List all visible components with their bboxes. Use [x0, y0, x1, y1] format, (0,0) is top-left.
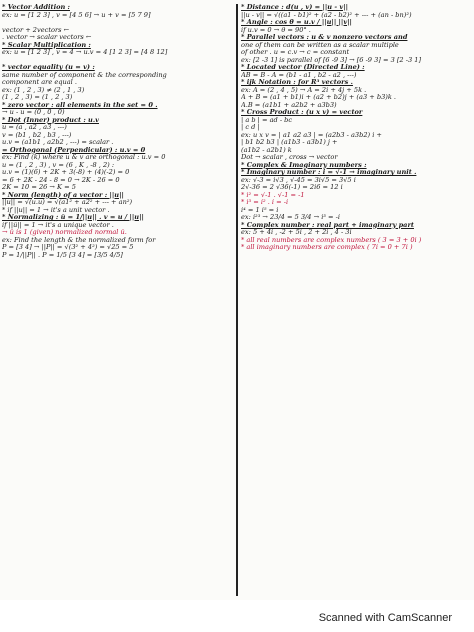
left-note-line: * Norm (length) of a vector : ||u||	[2, 191, 124, 199]
left-note-line: ex: u = [1 2 3] , v = 4 → u.v = 4 [1 2 3] = [4 8 12]	[2, 49, 168, 56]
right-note-line: i⁴ = 1 i⁵ = i	[241, 206, 279, 214]
right-note-line: ex: [2 -3 1] is parallel of [6 -9 3] → [6 -9 3] = 3 [2 -3 1]	[241, 56, 422, 64]
right-note-line: one of them can be written as a scalar multiple	[241, 41, 399, 49]
left-note-line: * vector equality (u = v) :	[2, 64, 95, 71]
left-note-line: 2K = 10 = 26 → K = 5	[2, 184, 76, 191]
left-note-line: ex: Find the length & the normalized form for	[2, 236, 156, 244]
right-note-line: * Distance : d(u , v) = ||u - v||	[241, 4, 349, 11]
right-note-line: * ijk Notation : for R³ vectors .	[241, 79, 353, 86]
right-note-line: 2√-36 = 2 √36(-1) = 2i6 = 12 i	[241, 184, 343, 191]
left-note-line: u = (a , a2 , a3 , ---)	[2, 124, 67, 131]
right-note-line: if u.v = 0 → θ = 90° .	[241, 26, 311, 34]
left-note-line: ex: Find (k) where u & v are orthogonal : u.v = 0	[2, 154, 166, 161]
right-note-line: * Complex number : real part + imaginary part	[241, 221, 414, 229]
right-note-line: * Cross Product : (u x v) = vector	[241, 109, 363, 116]
right-note-line: * Located vector (Directed Line) :	[241, 64, 365, 71]
right-note-line: ex: i²³ → 23/4 = 5 3/4 → i³ = -i	[241, 214, 340, 221]
left-note-line	[2, 57, 232, 65]
left-note-line: v = (b1 , b2 , b3 , ---)	[2, 131, 72, 139]
left-note-line: → û is 1 (given) normalized normal û.	[2, 229, 127, 236]
right-note-line: AB = B - A = (b1 - a1 , b2 - a2 , ---)	[241, 71, 357, 79]
left-note-line: if ||û|| = 1 → it's a unique vector .	[2, 221, 114, 229]
right-note-line: | b1 b2 b3 | (a1b3 - a3b1) j +	[241, 139, 338, 146]
left-note-line: component are equal .	[2, 79, 77, 86]
right-note-line: ex: √-3 = i√3 , √-45 = 3i√5 = 3√5 i	[241, 176, 356, 184]
right-note-line: Dot → scalar , cross → vector	[241, 154, 338, 161]
right-note-line: * Complex & Imaginary numbers :	[241, 161, 367, 169]
left-note-line: u = (1 , 2 , 3) , v = (6 , K , -8 , 2) :	[2, 161, 115, 169]
column-divider	[236, 4, 238, 596]
right-note-line: A + B = (a1 + b1)i + (a2 + b2)j + (a3 + b3)k .	[241, 94, 397, 101]
left-note-line: * zero vector : all elements in the set = 0 .	[2, 101, 158, 109]
left-note-line: → u - u = (0 , 0 , 0)	[2, 109, 65, 116]
left-column	[2, 4, 232, 596]
left-note-line: ||u|| = √(u.u) = √(a1² + a2² + --- + an²)	[2, 199, 133, 206]
left-note-line: u.v = (1)(6) + 2K + 3(-8) + (4)(-2) = 0	[2, 169, 130, 176]
left-note-line: ex: (1 , 2 , 3) ≠ (2 , 1 , 3)	[2, 86, 85, 94]
left-note-line: = 6 + 2K - 24 - 8 = 0 → 2K - 26 = 0	[2, 176, 120, 184]
left-note-line: * Vector Addition :	[2, 4, 70, 11]
left-note-line: (1 , 2 , 3) = (1 , 2 , 3)	[2, 94, 73, 101]
left-note-line: ex: u = [1 2 3] , v = [4 5 6] → u + v = [5 7 9]	[2, 11, 151, 19]
right-note-line: * i³ = i² . i = -i	[241, 199, 289, 206]
right-note-line: | c d |	[241, 124, 260, 131]
right-note-line: * Parallel vectors : u & v nonzero vectors and	[241, 34, 408, 41]
left-note-line	[2, 19, 232, 27]
right-note-line: * all imaginary numbers are complex ( 7i = 0 + 7i )	[241, 244, 413, 251]
right-note-line: A.B = (a1b1 + a2b2 + a3b3)	[241, 101, 337, 109]
left-note-line: same number of component & the corresponding	[2, 71, 167, 79]
right-column	[241, 4, 472, 596]
right-note-line: (a1b2 - a2b1) k	[241, 146, 292, 154]
left-note-line: * Scalar Multiplication :	[2, 41, 91, 49]
right-note-line: ex: u x v = | a1 a2 a3 | = (a2b3 - a3b2) i +	[241, 131, 382, 139]
right-note-line: ||u - v|| = √((a1 - b1)² + (a2 - b2)² + --- + (an - bn)²)	[241, 11, 412, 19]
right-note-line: ex: 5 + 4i , -2 + 5i , 2 + 2i , 4 - 3i	[241, 229, 352, 236]
left-note-line: = Orthogonal (Perpendicular) : u.v = 0	[2, 146, 146, 154]
right-note-line: * i² = √-1 . √-1 = -1	[241, 191, 305, 199]
right-note-line: of other . u = c.v → c = constant	[241, 49, 350, 56]
right-note-line: * all real numbers are complex numbers ( 3 = 3 + 0i )	[241, 236, 422, 244]
left-note-line: P = [3 4] → ||P|| = √(3² + 4²) = √25 = 5	[2, 244, 134, 251]
footer	[0, 602, 474, 632]
right-note-line: ex: A = (2 , 4 , 5) → A = 2i + 4j + 5k .	[241, 86, 367, 94]
left-note-line: vector + 2vectors ←	[2, 26, 70, 34]
left-note-line: * if ||u|| = 1 → it's a unit vector .	[2, 206, 110, 214]
left-note-line: P̂ = 1/||P|| . P = 1/5 [3 4] = [3/5 4/5]	[2, 251, 123, 259]
left-note-line: * Dot (Inner) product : u.v	[2, 116, 99, 124]
camscanner-label: Scanned with CamScanner	[318, 612, 452, 624]
left-note-line: . vector → scalar vectors ←	[2, 34, 92, 41]
left-note-line: u.v = (a1b1 , a2b2 , ---) = scalar .	[2, 139, 114, 146]
left-note-line: * Normalizing : û = 1/||u|| . v = u / ||u||	[2, 214, 144, 221]
right-note-line: | a b | = ad - bc	[241, 116, 293, 124]
right-note-line: * Imaginary number : i = √-1 → imaginary unit .	[241, 169, 417, 176]
right-note-line: * Angle : cos θ = u.v / ||u|| ||v||	[241, 19, 352, 26]
